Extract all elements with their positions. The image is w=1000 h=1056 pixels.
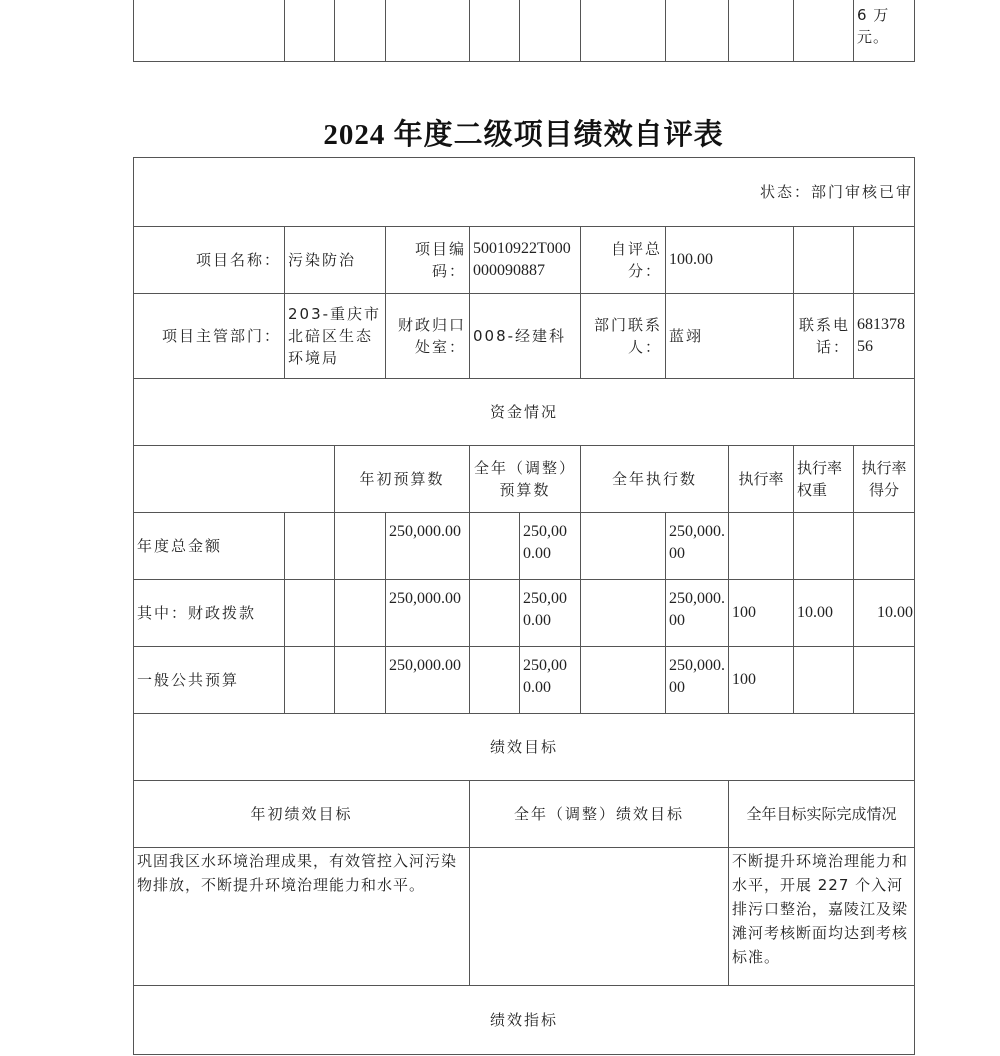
goals-header-row xyxy=(134,781,915,848)
header-adjusted-budget: 全年（调整）预算数 xyxy=(470,446,581,513)
actual-completion-text: 不断提升环境治理能力和水平，开展 227 个入河排污口整治，嘉陵江及梁滩河考核断面均达到考核标准。 xyxy=(729,848,915,986)
exec-score-value xyxy=(854,647,915,714)
empty-cell xyxy=(581,647,666,714)
exec-rate-value: 100 xyxy=(729,647,794,714)
contact-label: 部门联系人： xyxy=(581,294,666,379)
header-executed: 全年执行数 xyxy=(581,446,729,513)
table-cell xyxy=(285,0,335,62)
goals-section-row xyxy=(134,714,915,781)
empty-cell xyxy=(335,580,386,647)
goals-content-row xyxy=(134,848,915,986)
previous-table-fragment xyxy=(133,0,915,62)
finance-office-label: 财政归口处室： xyxy=(386,294,470,379)
empty-cell xyxy=(854,227,915,294)
executed-value: 250,000.00 xyxy=(666,647,729,714)
funds-row-general-budget xyxy=(134,647,915,714)
funds-row-total xyxy=(134,513,915,580)
project-name-value: 污染防治 xyxy=(285,227,386,294)
empty-cell xyxy=(285,647,335,714)
funds-section-row xyxy=(134,379,915,446)
exec-weight-value: 10.00 xyxy=(794,580,854,647)
project-code-value: 50010922T000000090887 xyxy=(470,227,581,294)
funds-header-row xyxy=(134,446,915,513)
phone-label: 联系电话： xyxy=(794,294,854,379)
empty-cell xyxy=(285,513,335,580)
goals-section-title: 绩效目标 xyxy=(134,714,915,781)
table-cell xyxy=(581,0,666,62)
header-exec-rate-score: 执行率得分 xyxy=(854,446,915,513)
table-cell xyxy=(794,0,854,62)
table-cell xyxy=(729,0,794,62)
table-cell xyxy=(666,0,729,62)
performance-self-evaluation-table xyxy=(133,157,915,1055)
empty-cell xyxy=(285,580,335,647)
phone-value: 68137856 xyxy=(854,294,915,379)
row-label: 年度总金额 xyxy=(134,513,285,580)
executed-value: 250,000.00 xyxy=(666,513,729,580)
exec-rate-value: 100 xyxy=(729,580,794,647)
indicators-section-title: 绩效指标 xyxy=(134,986,915,1055)
project-name-label: 项目名称： xyxy=(134,227,285,294)
contact-value: 蓝翊 xyxy=(666,294,794,379)
status-row xyxy=(134,158,915,227)
exec-rate-value xyxy=(729,513,794,580)
department-label: 项目主管部门： xyxy=(134,294,285,379)
header-initial-goal: 年初绩效目标 xyxy=(134,781,470,848)
table-cell xyxy=(386,0,470,62)
indicators-section-row xyxy=(134,986,915,1055)
header-initial-budget: 年初预算数 xyxy=(335,446,470,513)
empty-cell xyxy=(335,513,386,580)
page-title: 2024 年度二级项目绩效自评表 xyxy=(323,119,724,151)
exec-score-value: 10.00 xyxy=(854,580,915,647)
row-label: 一般公共预算 xyxy=(134,647,285,714)
table-cell xyxy=(134,0,285,62)
funds-section-title: 资金情况 xyxy=(134,379,915,446)
empty-cell xyxy=(335,647,386,714)
exec-score-value xyxy=(854,513,915,580)
table-row xyxy=(134,0,915,62)
empty-cell xyxy=(581,513,666,580)
adjusted-budget-value: 250,000.00 xyxy=(520,647,581,714)
self-score-value: 100.00 xyxy=(666,227,794,294)
adjusted-budget-value: 250,000.00 xyxy=(520,580,581,647)
department-value: 203-重庆市北碚区生态环境局 xyxy=(285,294,386,379)
exec-weight-value xyxy=(794,647,854,714)
info-row-project xyxy=(134,227,915,294)
empty-cell xyxy=(470,513,520,580)
funds-row-fiscal xyxy=(134,580,915,647)
empty-cell xyxy=(470,647,520,714)
status-text: 状态：部门审核已审 xyxy=(134,158,915,227)
header-adjusted-goal: 全年（调整）绩效目标 xyxy=(470,781,729,848)
executed-value: 250,000.00 xyxy=(666,580,729,647)
row-label: 其中：财政拨款 xyxy=(134,580,285,647)
project-code-label: 项目编码： xyxy=(386,227,470,294)
table-cell-text: 6 万元。 xyxy=(854,0,915,62)
initial-budget-value: 250,000.00 xyxy=(386,513,470,580)
self-score-label: 自评总分： xyxy=(581,227,666,294)
empty-header-cell xyxy=(134,446,335,513)
empty-cell xyxy=(581,580,666,647)
empty-cell xyxy=(470,580,520,647)
finance-office-value: 008-经建科 xyxy=(470,294,581,379)
table-cell xyxy=(335,0,386,62)
exec-weight-value xyxy=(794,513,854,580)
table-cell xyxy=(520,0,581,62)
empty-cell xyxy=(794,227,854,294)
table-cell xyxy=(470,0,520,62)
initial-budget-value: 250,000.00 xyxy=(386,580,470,647)
header-exec-rate-weight: 执行率权重 xyxy=(794,446,854,513)
adjusted-goal-text xyxy=(470,848,729,986)
initial-goal-text: 巩固我区水环境治理成果，有效管控入河污染物排放，不断提升环境治理能力和水平。 xyxy=(134,848,470,986)
adjusted-budget-value: 250,000.00 xyxy=(520,513,581,580)
header-actual-completion: 全年目标实际完成情况 xyxy=(729,781,915,848)
info-row-department xyxy=(134,294,915,379)
initial-budget-value: 250,000.00 xyxy=(386,647,470,714)
header-exec-rate: 执行率 xyxy=(729,446,794,513)
